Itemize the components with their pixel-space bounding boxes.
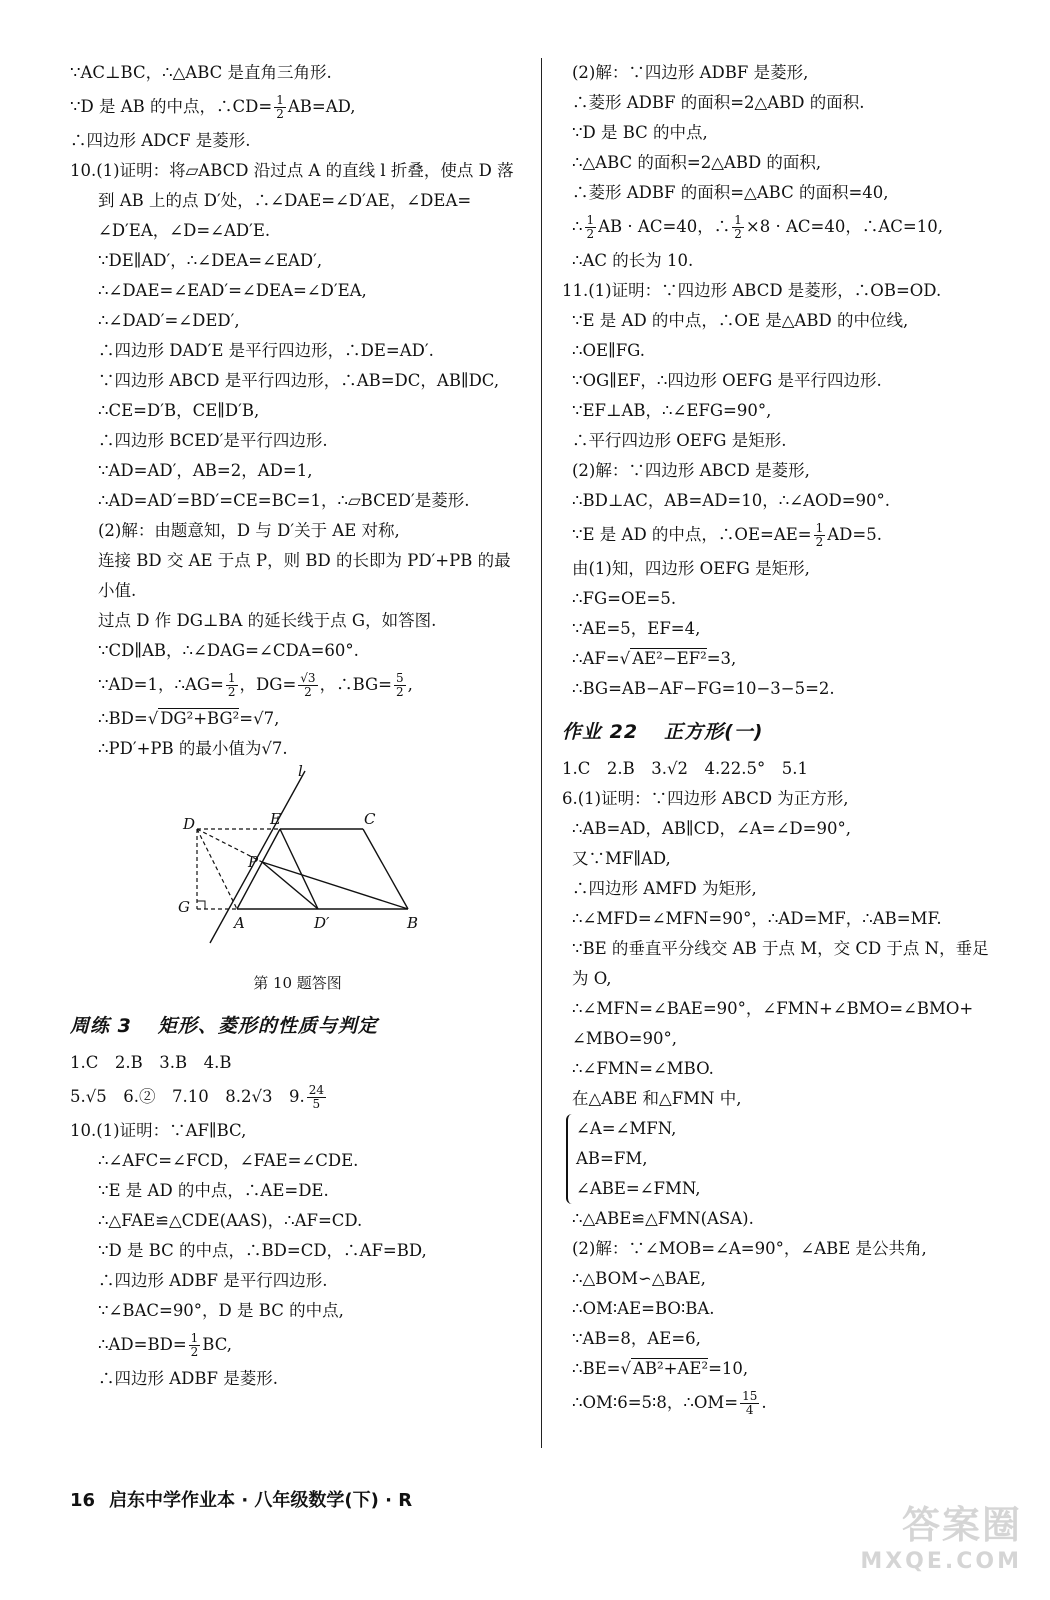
text-line: ∠ABE=∠FMN, (576, 1179, 701, 1198)
label-D-prime: D′ (314, 914, 330, 932)
watermark (860, 1494, 1022, 1574)
label-C: C (364, 810, 376, 828)
segment-PD' (262, 862, 318, 909)
text-line: 由(1)知，四边形 OEFG 是矩形, (572, 559, 810, 578)
fraction: $\frac{1}{2}$ (734, 213, 742, 241)
text-line: ∴OE∥FG. (572, 341, 645, 360)
text-line: ∴△ABE≌△FMN(ASA). (572, 1209, 754, 1228)
text-line: ∴△FAE≌△CDE(AAS)，∴AF=CD. (98, 1211, 363, 1230)
fraction: $\frac{√3}{2}$ (300, 671, 316, 699)
text-line: 到 AB 上的点 D′处，∴∠DAE=∠D′AE，∠DEA= (98, 191, 472, 210)
text-line: ∴ $\frac{1}{2}$ AB · AC=40，∴ $\frac{1}{2}$ ×8 · AC=40，∴AC=10, (572, 213, 943, 241)
text-line: ∴菱形 ADBF 的面积=2△ABD 的面积. (572, 93, 865, 112)
text-line: ∴PD′+PB 的最小值为√7. (98, 739, 288, 758)
text-line: ∵E 是 AD 的中点，∴OE 是△ABD 的中位线, (572, 311, 909, 330)
text-line: ∵DE∥AD′，∴∠DEA=∠EAD′, (98, 251, 323, 270)
watermark-logo: 答案圈 (901, 1503, 1022, 1547)
text-line: 10.(1)证明：∵AF∥BC, (70, 1121, 247, 1140)
text-line: 过点 D 作 DG⊥BA 的延长线于点 G，如答图. (98, 611, 437, 630)
label-B: B (407, 914, 419, 932)
text-line: ∴∠AFC=∠FCD，∠FAE=∠CDE. (98, 1151, 359, 1170)
text-line: ∴AD=AD′=BD′=CE=BC=1，∴▱BCED′是菱形. (98, 491, 470, 510)
fraction: $\frac{1}{2}$ (586, 213, 595, 241)
text-line: ∴AF=√ AE²−EF²=3, (572, 649, 737, 668)
text-line: ∠A=∠MFN, (576, 1119, 677, 1138)
text-line: ∴四边形 BCED′是平行四边形. (98, 431, 328, 450)
left-column (70, 58, 525, 1394)
text-line: (2)解：∵四边形 ABCD 是菱形, (572, 461, 810, 480)
text-line: ∴BG=AB−AF−FG=10−3−5=2. (572, 679, 835, 698)
text-line: ∴BD⊥AC，AB=AD=10，∴∠AOD=90°. (572, 491, 891, 510)
text-line: 11.(1)证明：∵四边形 ABCD 是菱形，∴OB=OD. (562, 281, 942, 300)
text-line: ∴CE=D′B，CE∥D′B, (98, 401, 260, 420)
text-line: ∵D 是 BC 的中点，∴BD=CD，∴AF=BD, (98, 1241, 427, 1260)
text-line: (2)解：∵∠MOB=∠A=90°，∠ABE 是公共角, (572, 1239, 927, 1258)
text-line: ∵四边形 ABCD 是平行四边形，∴AB=DC，AB∥DC, (98, 371, 500, 390)
text-line: ∴△BOM∽△BAE, (572, 1269, 706, 1288)
text-line: 小值. (98, 581, 137, 600)
text-line: ∴四边形 ADCF 是菱形. (70, 131, 251, 150)
text-line: ∴△ABC 的面积=2△ABD 的面积, (572, 153, 822, 172)
fraction: $\frac{15}{4}$ (742, 1389, 758, 1417)
text-line: ∴OM∶AE=BO∶BA. (572, 1299, 715, 1318)
label-P: P (248, 853, 259, 871)
section-heading: 周练 3 矩形、菱形的性质与判定 (70, 1015, 378, 1037)
text-line: AB=FM, (576, 1149, 648, 1168)
section-heading: 作业 22 正方形(一) (562, 721, 764, 743)
text-line: ∴四边形 ADBF 是菱形. (98, 1369, 278, 1388)
text-line: ∴AD=BD= $\frac{1}{2}$ BC, (98, 1331, 233, 1359)
text-line: ∴∠MFN=∠BAE=90°，∠FMN+∠BMO=∠BMO+ (572, 999, 974, 1018)
page-number: 16 (70, 1490, 96, 1511)
text-line: ∴BE=√ AB²+AE²=10, (572, 1359, 749, 1378)
right-angle-mark (197, 901, 205, 909)
text-line: ∴AC 的长为 10. (572, 251, 694, 270)
right-column (562, 58, 1007, 1422)
text-line: ∴∠MFD=∠MFN=90°，∴AD=MF，∴AB=MF. (572, 909, 942, 928)
text-line: 1.C 2.B 3.√2 4.22.5° 5.1 (562, 759, 808, 778)
text-line: ∵D 是 BC 的中点, (572, 123, 708, 142)
text-line: ∵AB=8，AE=6, (572, 1329, 701, 1348)
text-line: ∴平行四边形 OEFG 是矩形. (572, 431, 787, 450)
text-line: ∵BE 的垂直平分线交 AB 于点 M，交 CD 于点 N，垂足 (572, 939, 989, 958)
figure-10-diagram (70, 764, 525, 964)
text-line: 为 O, (572, 969, 612, 988)
text-line: ∵CD∥AB，∴∠DAG=∠CDA=60°. (98, 641, 359, 660)
watermark-url: MXQE.COM (860, 1549, 1022, 1574)
text-line: ∴∠DAD′=∠DED′, (98, 311, 240, 330)
fraction: $\frac{24}{5}$ (308, 1083, 325, 1111)
text-line: ∠D′EA，∠D=∠AD′E. (98, 221, 271, 240)
text-line: ∵∠BAC=90°，D 是 BC 的中点, (98, 1301, 344, 1320)
label-l: l (298, 764, 303, 780)
text-line: 6.(1)证明：∵四边形 ABCD 为正方形, (562, 789, 849, 808)
text-line: ∠MBO=90°, (572, 1029, 677, 1048)
text-line: ∴BD=√ DG²+BG²=√7, (98, 709, 280, 728)
text-line: 连接 BD 交 AE 于点 P，则 BD 的长即为 PD′+PB 的最 (98, 551, 511, 570)
text-line: 又∵MF∥AD, (572, 849, 671, 868)
text-line: (2)解：由题意知，D 与 D′关于 AE 对称, (98, 521, 400, 540)
fraction: $\frac{1}{2}$ (276, 93, 284, 121)
geometry-figure (70, 764, 525, 964)
label-A: A (234, 914, 245, 932)
text-line: 1.C 2.B 3.B 4.B (70, 1053, 232, 1072)
text-line: ∴∠FMN=∠MBO. (572, 1059, 714, 1078)
page-footer (70, 1486, 412, 1512)
text-line: ∵E 是 AD 的中点，∴AE=DE. (98, 1181, 329, 1200)
text-line: ∵E 是 AD 的中点，∴OE=AE= $\frac{1}{2}$ AD=5. (572, 521, 882, 549)
text-line: ∵AD=1，∴AG= $\frac{1}{2}$ ，DG= $\frac{√3}{2}$ ，∴BG= $\frac{5}{2}$ , (98, 671, 413, 699)
fraction: $\frac{1}{2}$ (815, 521, 824, 549)
text-line: ∵AD=AD′，AB=2，AD=1, (98, 461, 313, 480)
text-line: ∴菱形 ADBF 的面积=△ABC 的面积=40, (572, 183, 889, 202)
text-line: 5.√5 6.② 7.10 8.2√3 9. $\frac{24}{5}$ (70, 1083, 325, 1111)
label-G: G (178, 898, 190, 916)
text-line: (2)解：∵四边形 ADBF 是菱形, (572, 63, 809, 82)
dashed-DA (197, 829, 237, 909)
text-line: ∴四边形 DAD′E 是平行四边形，∴DE=AD′. (98, 341, 434, 360)
text-line: ∴∠DAE=∠EAD′=∠DEA=∠D′EA, (98, 281, 367, 300)
text-line: ∴AB=AD，AB∥CD，∠A=∠D=90°, (572, 819, 851, 838)
fraction: $\frac{1}{2}$ (227, 671, 236, 699)
segment-AE (237, 829, 280, 909)
figure-caption: 第 10 题答图 (253, 974, 342, 992)
text-line: 10.(1)证明：将▱ABCD 沿过点 A 的直线 l 折叠，使点 D 落 (70, 161, 514, 180)
book-title: 启东中学作业本 · 八年级数学(下) · R (109, 1490, 413, 1511)
text-line: ∵OG∥EF，∴四边形 OEFG 是平行四边形. (572, 371, 882, 390)
text-line: ∵AC⊥BC，∴△ABC 是直角三角形. (70, 63, 332, 82)
text-line: ∴四边形 AMFD 为矩形, (572, 879, 757, 898)
equation-system-brace (566, 1114, 1007, 1204)
text-line: 在△ABE 和△FMN 中, (572, 1089, 742, 1108)
text-line: ∴FG=OE=5. (572, 589, 677, 608)
label-E: E (270, 810, 281, 828)
label-D: D (183, 815, 196, 833)
text-line: ∴四边形 ADBF 是平行四边形. (98, 1271, 328, 1290)
text-line: ∵D 是 AB 的中点，∴CD= $\frac{1}{2}$ AB=AD, (70, 93, 356, 121)
text-line: ∴OM∶6=5∶8，∴OM= $\frac{15}{4}$ . (572, 1389, 767, 1417)
text-line: ∵AE=5，EF=4, (572, 619, 701, 638)
fraction: $\frac{5}{2}$ (396, 671, 404, 699)
text-line: ∵EF⊥AB，∴∠EFG=90°, (572, 401, 772, 420)
fraction: $\frac{1}{2}$ (190, 1331, 199, 1359)
column-divider (541, 58, 542, 1448)
